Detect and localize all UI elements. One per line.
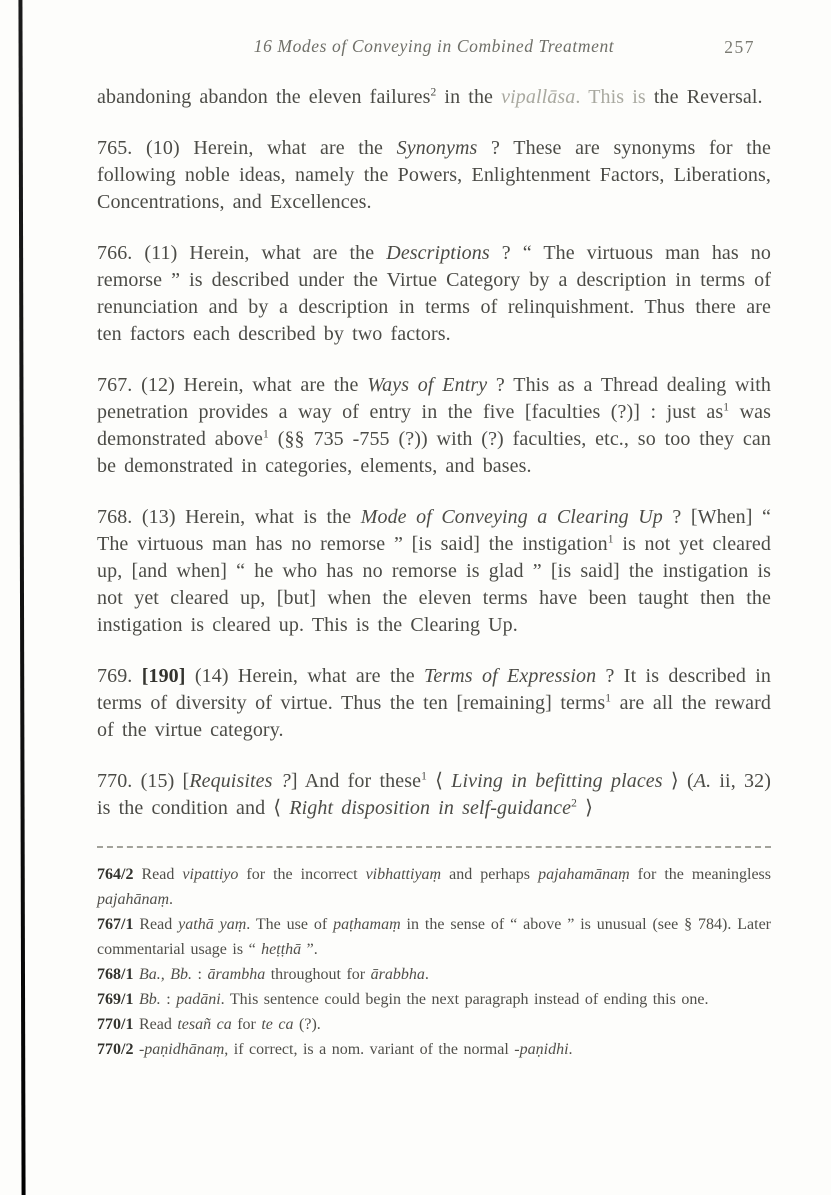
footnote-767-1: 767/1 Read yathā yaṃ. The use of paṭhamaṃ in the sense of “ above ” is unusual (see § 784). Later commentarial usage is “ heṭṭhā ”. [97,916,772,958]
paragraph-768: 768. (13) Herein, what is the Mode of Conveying a Clearing Up ? [When] “ The virtuous man has no remorse ” [is said] the instigation$^1$ is not yet cleared up, [and when] “ he who has no remorse is glad ” [is said] the instigation is not yet cleared up, [but] when the eleven terms have been taught then the instigation is cleared up. This is the Clearing Up. [97,506,771,636]
paragraph-766: 766. (11) Herein, what are the Descriptions ? “ The virtuous man has no remorse ” is described under the Virtue Category by a description in terms of renunciation and by a description in terms of relinquishment. Thus there are ten factors each described by two factors. [97,242,772,345]
paragraph-770: 770. (15) [Requisites ?] And for these$^1$ ⟨ Living in befitting places ⟩ (A. ii, 32) is the condition and ⟨ Right disposition in self-guidance$^2$ ⟩ [97,770,771,819]
page-body [97,84,771,822]
paragraph-765: 765. (10) Herein, what are the Synonyms ? These are synonyms for the following noble ideas, namely the Powers, Enlightenment Factors, Liberations, Concentrations, and Excellences. [97,137,771,213]
footnote-769-1: 769/1 Bb. : padāni. This sentence could begin the next paragraph instead of ending this one. [97,991,709,1008]
footnote-770-2: 770/2 -paṇidhānaṃ, if correct, is a nom. variant of the normal -paṇidhi. [97,1041,573,1058]
page-header [97,36,771,58]
paragraph-767: 767. (12) Herein, what are the Ways of Entry ? This as a Thread dealing with penetration provides a way of entry in the five [faculties (?)] : just $as^1$ was demonstrated above$^1$ (§§ 735 -755 (?)) with (?) faculties, etc., so too they can be demonstrated in categories, elements, and bases. [97,374,771,477]
footnote-divider [97,846,771,848]
footnote-768-1: 768/1 Ba., Bb. : ārambha throughout for ārabbha. [97,966,429,983]
page-content [97,36,771,1062]
paragraph-continuation: abandoning abandon the eleven failures$^2$ in the vipallāsa. This is the Reversal. [97,86,763,108]
running-title: 16 Modes of Conveying in Combined Treatment [253,36,615,56]
paragraph-769: 769. [190] (14) Herein, what are the Terms of Expression ? It is described in terms of diversity of virtue. Thus the ten [remaining] terms$^1$ are all the reward of the virtue category. [97,665,771,741]
page-binding-line [18,0,25,1195]
page-number: 257 [724,37,755,57]
footnotes [97,862,771,1062]
footnote-764-2: 764/2 Read vipattiyo for the incorrect vibhattiyaṃ and perhaps pajahamānaṃ for the meaningless pajahānaṃ. [97,866,772,908]
footnote-770-1: 770/1 Read tesañ ca for te ca (?). [97,1016,321,1033]
